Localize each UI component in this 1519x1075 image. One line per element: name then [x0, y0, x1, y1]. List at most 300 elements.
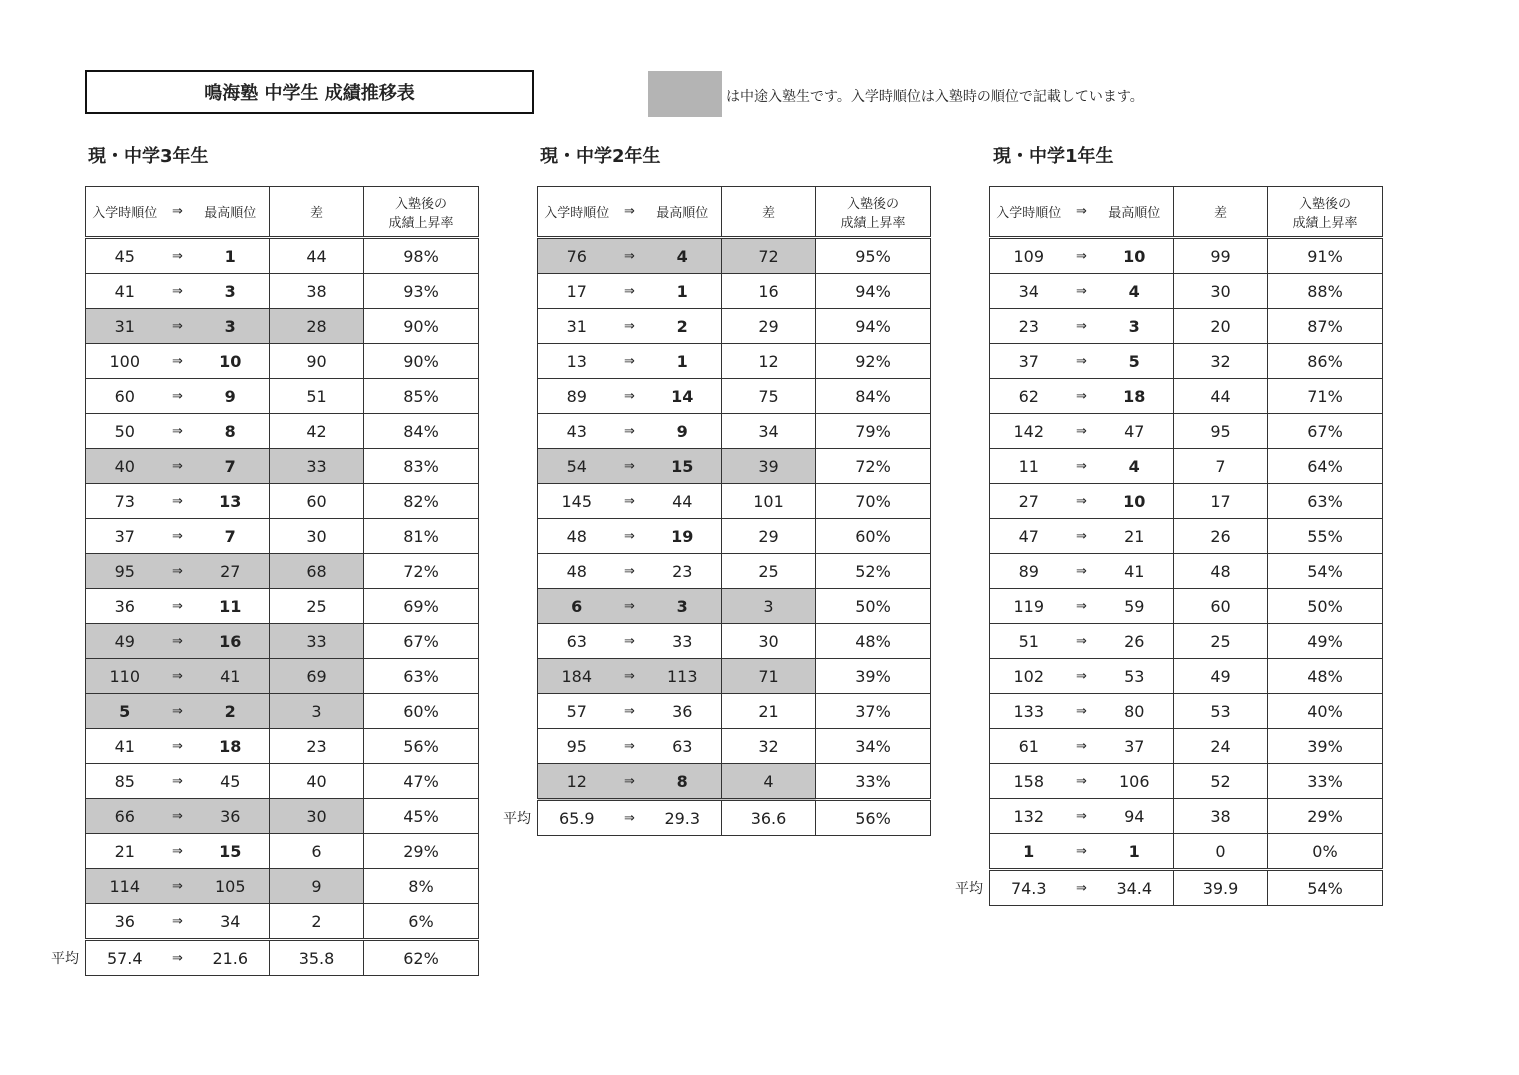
- diff-cell: 25: [1174, 624, 1268, 659]
- rate-cell: 72%: [816, 449, 931, 484]
- diff-cell: 6: [270, 834, 364, 869]
- best-rank-cell: 36: [644, 694, 722, 729]
- entry-rank-cell: 48: [538, 554, 616, 589]
- rate-cell: 48%: [1268, 659, 1383, 694]
- arrow-cell: ⇒: [164, 379, 192, 414]
- diff-cell: 23: [270, 729, 364, 764]
- best-rank-cell: 2: [192, 694, 270, 729]
- table-row: [990, 659, 1383, 694]
- best-rank-cell: 10: [1096, 484, 1174, 519]
- entry-rank-cell: 12: [538, 764, 616, 800]
- header-diff: 差: [722, 187, 816, 238]
- table-row: [990, 379, 1383, 414]
- table-row: [990, 519, 1383, 554]
- entry-rank-cell: 36: [86, 589, 164, 624]
- entry-rank-cell: 158: [990, 764, 1068, 799]
- entry-rank-cell: 145: [538, 484, 616, 519]
- best-rank-cell: 36: [192, 799, 270, 834]
- entry-rank-cell: 102: [990, 659, 1068, 694]
- diff-cell: 48: [1174, 554, 1268, 589]
- rate-cell: 70%: [816, 484, 931, 519]
- arrow-cell: ⇒: [1068, 414, 1096, 449]
- diff-cell: 71: [722, 659, 816, 694]
- entry-rank-cell: 51: [990, 624, 1068, 659]
- table-row: [990, 344, 1383, 379]
- rate-cell: 87%: [1268, 309, 1383, 344]
- rate-cell: 92%: [816, 344, 931, 379]
- table-row: [86, 449, 479, 484]
- entry-rank-cell: 37: [990, 344, 1068, 379]
- arrow-cell: ⇒: [616, 344, 644, 379]
- arrow-cell: ⇒: [1068, 764, 1096, 799]
- diff-cell: 38: [1174, 799, 1268, 834]
- rate-cell: 88%: [1268, 274, 1383, 309]
- entry-rank-cell: 50: [86, 414, 164, 449]
- header-diff: 差: [270, 187, 364, 238]
- rate-cell: 8%: [364, 869, 479, 904]
- header-best-rank: 最高順位: [644, 187, 722, 238]
- rate-cell: 72%: [364, 554, 479, 589]
- rate-cell: 47%: [364, 764, 479, 799]
- rate-cell: 81%: [364, 519, 479, 554]
- rate-cell: 29%: [1268, 799, 1383, 834]
- grade2-label: 現・中学2年生: [540, 146, 661, 167]
- best-rank-cell: 13: [192, 484, 270, 519]
- rate-cell: 55%: [1268, 519, 1383, 554]
- arrow-cell: ⇒: [616, 379, 644, 414]
- entry-rank-cell: 57: [538, 694, 616, 729]
- diff-cell: 75: [722, 379, 816, 414]
- rate-cell: 94%: [816, 309, 931, 344]
- entry-rank-cell: 133: [990, 694, 1068, 729]
- table-row: [538, 449, 931, 484]
- rate-cell: 71%: [1268, 379, 1383, 414]
- best-rank-cell: 7: [192, 449, 270, 484]
- best-rank-cell: 33: [644, 624, 722, 659]
- arrow-cell: ⇒: [1068, 834, 1096, 870]
- table-row: [538, 729, 931, 764]
- table-row: [86, 694, 479, 729]
- table-row: [86, 624, 479, 659]
- legend-text: は中途入塾生です。入学時順位は入塾時の順位で記載しています。: [726, 89, 1144, 105]
- table-row: [86, 379, 479, 414]
- diff-cell: 12: [722, 344, 816, 379]
- arrow-cell: ⇒: [164, 449, 192, 484]
- best-rank-cell: 1: [192, 238, 270, 274]
- rate-cell: 82%: [364, 484, 479, 519]
- best-rank-cell: 106: [1096, 764, 1174, 799]
- diff-cell: 9: [270, 869, 364, 904]
- entry-rank-cell: 89: [538, 379, 616, 414]
- arrow-cell: ⇒: [1068, 729, 1096, 764]
- best-rank-cell: 18: [192, 729, 270, 764]
- avg-best-cell: 34.4: [1096, 870, 1174, 906]
- header-best-rank: 最高順位: [192, 187, 270, 238]
- header-entry-rank: 入学時順位: [86, 187, 164, 238]
- page-title: 鳴海塾 中学生 成績推移表: [85, 70, 534, 114]
- entry-rank-cell: 13: [538, 344, 616, 379]
- grade1-label: 現・中学1年生: [993, 146, 1114, 167]
- diff-cell: 24: [1174, 729, 1268, 764]
- table-row: [86, 309, 479, 344]
- best-rank-cell: 21: [1096, 519, 1174, 554]
- entry-rank-cell: 41: [86, 729, 164, 764]
- best-rank-cell: 18: [1096, 379, 1174, 414]
- rate-cell: 98%: [364, 238, 479, 274]
- arrow-cell: ⇒: [164, 729, 192, 764]
- arrow-cell: ⇒: [1068, 799, 1096, 834]
- diff-cell: 16: [722, 274, 816, 309]
- header-rate-line2: 成績上昇率: [840, 215, 906, 231]
- entry-rank-cell: 73: [86, 484, 164, 519]
- diff-cell: 3: [722, 589, 816, 624]
- arrow-cell: ⇒: [164, 624, 192, 659]
- best-rank-cell: 3: [1096, 309, 1174, 344]
- arrow-cell: ⇒: [1068, 344, 1096, 379]
- table-row: [990, 589, 1383, 624]
- arrow-cell: ⇒: [1068, 554, 1096, 589]
- grade2-avg-label: 平均: [503, 811, 531, 827]
- best-rank-cell: 4: [1096, 449, 1174, 484]
- header-rate-line1: 入塾後の: [1298, 196, 1351, 212]
- table-row: [538, 344, 931, 379]
- rate-cell: 39%: [1268, 729, 1383, 764]
- best-rank-cell: 53: [1096, 659, 1174, 694]
- avg-best-cell: 29.3: [644, 800, 722, 836]
- best-rank-cell: 8: [644, 764, 722, 800]
- entry-rank-cell: 100: [86, 344, 164, 379]
- avg-arrow-cell: ⇒: [616, 800, 644, 836]
- header-improvement-rate: [1268, 187, 1383, 238]
- entry-rank-cell: 114: [86, 869, 164, 904]
- entry-rank-cell: 61: [990, 729, 1068, 764]
- rate-cell: 40%: [1268, 694, 1383, 729]
- arrow-cell: ⇒: [164, 554, 192, 589]
- best-rank-cell: 7: [192, 519, 270, 554]
- table-row: [538, 238, 931, 274]
- diff-cell: 26: [1174, 519, 1268, 554]
- arrow-cell: ⇒: [616, 414, 644, 449]
- diff-cell: 69: [270, 659, 364, 694]
- diff-cell: 44: [270, 238, 364, 274]
- table-row: [86, 414, 479, 449]
- best-rank-cell: 41: [1096, 554, 1174, 589]
- arrow-cell: ⇒: [164, 238, 192, 274]
- table-row: [86, 238, 479, 274]
- entry-rank-cell: 23: [990, 309, 1068, 344]
- diff-cell: 29: [722, 309, 816, 344]
- best-rank-cell: 59: [1096, 589, 1174, 624]
- header-row: [538, 187, 931, 238]
- header-row: [990, 187, 1383, 238]
- table-row: [990, 238, 1383, 274]
- best-rank-cell: 34: [192, 904, 270, 940]
- rate-cell: 90%: [364, 309, 479, 344]
- arrow-cell: ⇒: [164, 309, 192, 344]
- grade1-avg-label: 平均: [955, 881, 983, 897]
- header-improvement-rate: [364, 187, 479, 238]
- grade3-table: [85, 186, 479, 976]
- rate-cell: 48%: [816, 624, 931, 659]
- entry-rank-cell: 45: [86, 238, 164, 274]
- legend-swatch: [648, 71, 722, 117]
- diff-cell: 21: [722, 694, 816, 729]
- avg-diff-cell: 35.8: [270, 940, 364, 976]
- avg-entry-cell: 74.3: [990, 870, 1068, 906]
- entry-rank-cell: 142: [990, 414, 1068, 449]
- header-improvement-rate: [816, 187, 931, 238]
- entry-rank-cell: 6: [538, 589, 616, 624]
- arrow-cell: ⇒: [616, 449, 644, 484]
- entry-rank-cell: 184: [538, 659, 616, 694]
- entry-rank-cell: 85: [86, 764, 164, 799]
- arrow-cell: ⇒: [616, 764, 644, 800]
- avg-best-cell: 21.6: [192, 940, 270, 976]
- best-rank-cell: 105: [192, 869, 270, 904]
- table-row: [538, 414, 931, 449]
- rate-cell: 56%: [364, 729, 479, 764]
- rate-cell: 91%: [1268, 238, 1383, 274]
- diff-cell: 30: [1174, 274, 1268, 309]
- table-row: [538, 694, 931, 729]
- header-arrow: ⇒: [616, 187, 644, 238]
- best-rank-cell: 4: [644, 238, 722, 274]
- arrow-cell: ⇒: [1068, 484, 1096, 519]
- table-row: [86, 589, 479, 624]
- table-row: [86, 799, 479, 834]
- best-rank-cell: 1: [1096, 834, 1174, 870]
- rate-cell: 84%: [816, 379, 931, 414]
- entry-rank-cell: 40: [86, 449, 164, 484]
- arrow-cell: ⇒: [616, 729, 644, 764]
- avg-entry-cell: 57.4: [86, 940, 164, 976]
- entry-rank-cell: 36: [86, 904, 164, 940]
- best-rank-cell: 5: [1096, 344, 1174, 379]
- rate-cell: 84%: [364, 414, 479, 449]
- diff-cell: 40: [270, 764, 364, 799]
- arrow-cell: ⇒: [164, 764, 192, 799]
- table-row: [86, 274, 479, 309]
- arrow-cell: ⇒: [616, 309, 644, 344]
- grade2-table: [537, 186, 931, 836]
- table-row: [86, 729, 479, 764]
- arrow-cell: ⇒: [164, 344, 192, 379]
- diff-cell: 99: [1174, 238, 1268, 274]
- rate-cell: 95%: [816, 238, 931, 274]
- entry-rank-cell: 43: [538, 414, 616, 449]
- best-rank-cell: 15: [644, 449, 722, 484]
- diff-cell: 25: [722, 554, 816, 589]
- diff-cell: 52: [1174, 764, 1268, 799]
- diff-cell: 90: [270, 344, 364, 379]
- header-diff: 差: [1174, 187, 1268, 238]
- arrow-cell: ⇒: [164, 904, 192, 940]
- header-arrow: ⇒: [164, 187, 192, 238]
- best-rank-cell: 9: [644, 414, 722, 449]
- arrow-cell: ⇒: [1068, 274, 1096, 309]
- best-rank-cell: 37: [1096, 729, 1174, 764]
- best-rank-cell: 4: [1096, 274, 1174, 309]
- table-row: [538, 484, 931, 519]
- diff-cell: 33: [270, 449, 364, 484]
- table-row: [538, 589, 931, 624]
- arrow-cell: ⇒: [1068, 659, 1096, 694]
- table-row: [86, 869, 479, 904]
- best-rank-cell: 1: [644, 274, 722, 309]
- rate-cell: 50%: [1268, 589, 1383, 624]
- entry-rank-cell: 11: [990, 449, 1068, 484]
- entry-rank-cell: 47: [990, 519, 1068, 554]
- header-rate-line2: 成績上昇率: [1292, 215, 1358, 231]
- header-rate-line1: 入塾後の: [846, 196, 899, 212]
- entry-rank-cell: 49: [86, 624, 164, 659]
- rate-cell: 69%: [364, 589, 479, 624]
- entry-rank-cell: 66: [86, 799, 164, 834]
- entry-rank-cell: 31: [86, 309, 164, 344]
- rate-cell: 33%: [1268, 764, 1383, 799]
- rate-cell: 54%: [1268, 554, 1383, 589]
- header-row: [86, 187, 479, 238]
- diff-cell: 53: [1174, 694, 1268, 729]
- arrow-cell: ⇒: [164, 589, 192, 624]
- diff-cell: 32: [1174, 344, 1268, 379]
- diff-cell: 49: [1174, 659, 1268, 694]
- arrow-cell: ⇒: [1068, 309, 1096, 344]
- rate-cell: 60%: [816, 519, 931, 554]
- arrow-cell: ⇒: [616, 484, 644, 519]
- table-row: [538, 554, 931, 589]
- diff-cell: 34: [722, 414, 816, 449]
- best-rank-cell: 45: [192, 764, 270, 799]
- header-rate-line2: 成績上昇率: [388, 215, 454, 231]
- rate-cell: 0%: [1268, 834, 1383, 870]
- avg-entry-cell: 65.9: [538, 800, 616, 836]
- entry-rank-cell: 95: [538, 729, 616, 764]
- rate-cell: 63%: [1268, 484, 1383, 519]
- best-rank-cell: 47: [1096, 414, 1174, 449]
- best-rank-cell: 19: [644, 519, 722, 554]
- best-rank-cell: 10: [1096, 238, 1174, 274]
- diff-cell: 3: [270, 694, 364, 729]
- best-rank-cell: 16: [192, 624, 270, 659]
- arrow-cell: ⇒: [616, 589, 644, 624]
- rate-cell: 93%: [364, 274, 479, 309]
- entry-rank-cell: 17: [538, 274, 616, 309]
- best-rank-cell: 23: [644, 554, 722, 589]
- table-row: [990, 624, 1383, 659]
- diff-cell: 68: [270, 554, 364, 589]
- diff-cell: 30: [270, 799, 364, 834]
- best-rank-cell: 27: [192, 554, 270, 589]
- arrow-cell: ⇒: [616, 624, 644, 659]
- rate-cell: 33%: [816, 764, 931, 800]
- rate-cell: 49%: [1268, 624, 1383, 659]
- table-row: [990, 309, 1383, 344]
- avg-rate-cell: 54%: [1268, 870, 1383, 906]
- average-row: [538, 800, 931, 836]
- diff-cell: 2: [270, 904, 364, 940]
- rate-cell: 39%: [816, 659, 931, 694]
- arrow-cell: ⇒: [1068, 449, 1096, 484]
- arrow-cell: ⇒: [1068, 624, 1096, 659]
- diff-cell: 7: [1174, 449, 1268, 484]
- best-rank-cell: 3: [192, 309, 270, 344]
- rate-cell: 37%: [816, 694, 931, 729]
- rate-cell: 45%: [364, 799, 479, 834]
- rate-cell: 79%: [816, 414, 931, 449]
- diff-cell: 72: [722, 238, 816, 274]
- table-row: [990, 449, 1383, 484]
- table-row: [538, 519, 931, 554]
- entry-rank-cell: 48: [538, 519, 616, 554]
- diff-cell: 0: [1174, 834, 1268, 870]
- entry-rank-cell: 119: [990, 589, 1068, 624]
- arrow-cell: ⇒: [616, 519, 644, 554]
- entry-rank-cell: 1: [990, 834, 1068, 870]
- table-row: [538, 274, 931, 309]
- entry-rank-cell: 5: [86, 694, 164, 729]
- best-rank-cell: 3: [644, 589, 722, 624]
- grade1-table: [989, 186, 1383, 906]
- avg-diff-cell: 36.6: [722, 800, 816, 836]
- table-row: [86, 484, 479, 519]
- grade3-avg-label: 平均: [51, 951, 79, 967]
- diff-cell: 39: [722, 449, 816, 484]
- diff-cell: 30: [722, 624, 816, 659]
- rate-cell: 67%: [1268, 414, 1383, 449]
- header-entry-rank: 入学時順位: [990, 187, 1068, 238]
- table-row: [538, 659, 931, 694]
- header-rate-line1: 入塾後の: [394, 196, 447, 212]
- entry-rank-cell: 31: [538, 309, 616, 344]
- entry-rank-cell: 95: [86, 554, 164, 589]
- rate-cell: 52%: [816, 554, 931, 589]
- diff-cell: 95: [1174, 414, 1268, 449]
- entry-rank-cell: 27: [990, 484, 1068, 519]
- table-row: [538, 309, 931, 344]
- avg-diff-cell: 39.9: [1174, 870, 1268, 906]
- best-rank-cell: 113: [644, 659, 722, 694]
- rate-cell: 50%: [816, 589, 931, 624]
- table-row: [990, 484, 1383, 519]
- arrow-cell: ⇒: [1068, 694, 1096, 729]
- rate-cell: 83%: [364, 449, 479, 484]
- diff-cell: 29: [722, 519, 816, 554]
- avg-rate-cell: 56%: [816, 800, 931, 836]
- rate-cell: 94%: [816, 274, 931, 309]
- arrow-cell: ⇒: [164, 799, 192, 834]
- arrow-cell: ⇒: [616, 274, 644, 309]
- average-row: [990, 870, 1383, 906]
- rate-cell: 29%: [364, 834, 479, 869]
- arrow-cell: ⇒: [164, 694, 192, 729]
- table-row: [86, 344, 479, 379]
- arrow-cell: ⇒: [616, 554, 644, 589]
- entry-rank-cell: 60: [86, 379, 164, 414]
- table-row: [538, 624, 931, 659]
- avg-arrow-cell: ⇒: [1068, 870, 1096, 906]
- entry-rank-cell: 34: [990, 274, 1068, 309]
- diff-cell: 20: [1174, 309, 1268, 344]
- rate-cell: 86%: [1268, 344, 1383, 379]
- best-rank-cell: 2: [644, 309, 722, 344]
- avg-arrow-cell: ⇒: [164, 940, 192, 976]
- arrow-cell: ⇒: [164, 659, 192, 694]
- entry-rank-cell: 63: [538, 624, 616, 659]
- table-row: [990, 764, 1383, 799]
- arrow-cell: ⇒: [1068, 379, 1096, 414]
- best-rank-cell: 80: [1096, 694, 1174, 729]
